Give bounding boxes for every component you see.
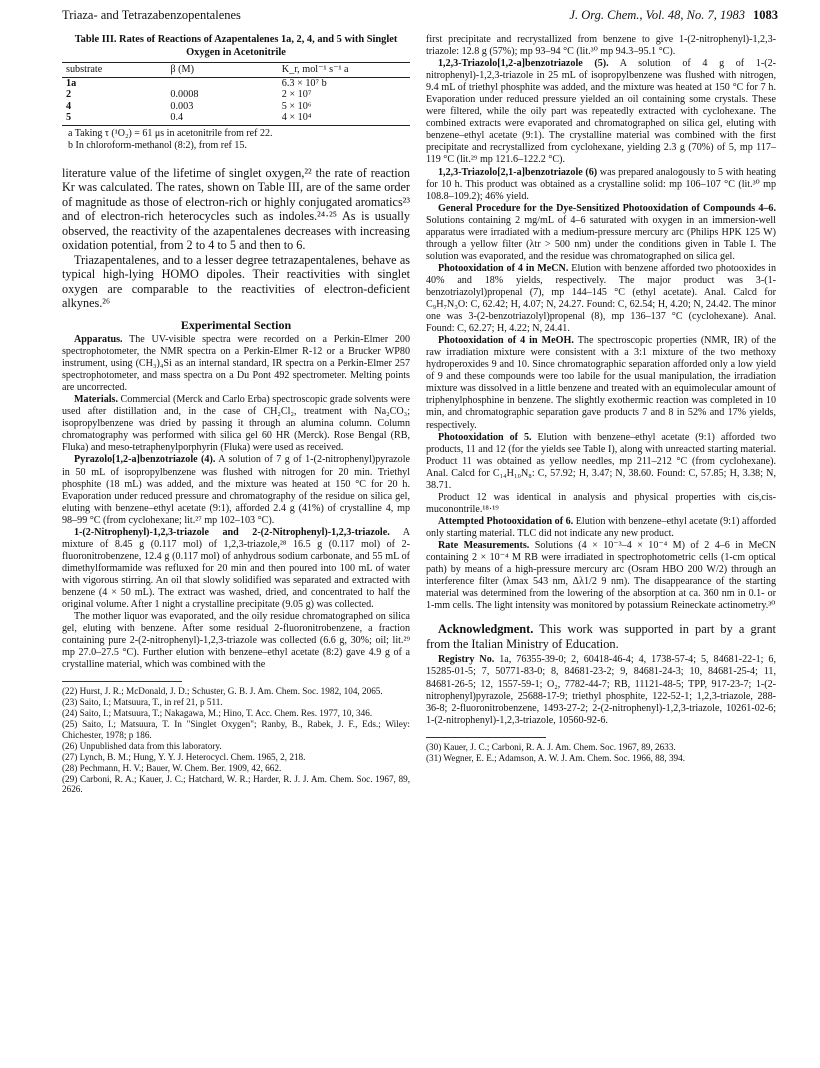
footnote: (27) Lynch, B. M.; Hung, Y. Y. J. Heterocycl. Chem. 1965, 2, 218.	[62, 751, 306, 762]
paragraph-heading: Photooxidation of 4 in MeOH.	[438, 335, 574, 347]
paragraph-heading: Attempted Photooxidation of 6.	[438, 515, 574, 527]
paragraph-heading: 1-(2-Nitrophenyl)-1,2,3-triazole and 2-(2-Nitrophenyl)-1,2,3-triazole.	[74, 526, 390, 538]
paragraph-text: Elution with benzene–ethyl acetate (9:1) afforded two products, 11 and 12 (for the yields see Table I), along with unreacted starting material. Product 11 was obtained as yellow needles, mp 211–212 °C (from cyclohexane). Anal. Calcd for C₁₄H₁₀N₈: C, 57.92; H, 3.47; N, 38.60. Found: C, 57.85; H, 3.38; N, 38.71.	[426, 431, 776, 491]
registry-heading: Registry No.	[438, 654, 495, 666]
running-header	[62, 8, 778, 26]
footnote: (31) Wegner, E. E.; Adamson, A. W. J. Am. Chem. Soc. 1966, 88, 394.	[426, 752, 686, 763]
body-paragraph: The mother liquor was evaporated, and the oily residue chromatographed on silica gel, eluting with benzene. After some residual 2-fluoronitrobenzene, a fraction containing pure 2-(2-nitrophenyl)-1,2,3-triazole was collected (6.6 g, 30%; oil; lit.²⁹ mp 27.0–27.5 °C). Further elution with benzene–ethyl acetate (8:2) gave 4.9 g of a crystalline material, which was combined with the	[62, 611, 410, 671]
paragraph-heading: Photooxidation of 4 in MeCN.	[438, 262, 569, 274]
body-paragraph	[62, 334, 410, 394]
table-cell: 6.3 × 10⁷ b	[281, 77, 327, 89]
table-row	[62, 101, 410, 113]
footnote: (28) Pechmann, H. V.; Bauer, W. Chem. Ber. 1909, 42, 662.	[62, 762, 282, 773]
body-paragraph	[426, 203, 776, 263]
table-caption: Table III. Rates of Reactions of Azapentalenes 1a, 2, 4, and 5 with Singlet Oxygen in Acetonitrile	[74, 34, 398, 58]
footnote: (22) Hurst, J. R.; McDonald, J. D.; Schuster, G. B. J. Am. Chem. Soc. 1982, 104, 2065.	[62, 686, 383, 697]
footnote: (30) Kauer, J. C.; Carboni, R. A. J. Am. Chem. Soc. 1967, 89, 2633.	[426, 741, 676, 752]
paragraph-text: Commercial (Merck and Carlo Erba) spectroscopic grade solvents were used after distillation and, in the case of CH₂Cl₂, treatment with Na₂CO₃; isopropylbenzene was dried by passing it through an alumina column. Column chromatography was performed with silica gel 60 HR (Merck). Rose Bengal (RB, Fluka) and meso-tetraphenylporphyrin (Fluka) were used as received.	[62, 394, 410, 454]
paragraph-text: A mixture of 8.45 g (0.117 mol) of 1,2,3-triazole,²⁸ 16.5 g (0.117 mol) of 2-fluoronitrobenzene, 12.4 g (0.117 mol) of anhydrous sodium carbonate, and 55 mL of dimethylformamide was refluxed for 20 min and then poured into 100 mL of water with vigorous stirring. An oil that slowly solidified was separated and extracted with benzene (4 × 50 mL). The extract was washed, dried, and concentrated to half the original volume. After 1 night a crystalline precipitate (9.05 g) was collected.	[62, 526, 410, 611]
body-paragraph	[426, 540, 776, 612]
page-number: 1083	[753, 8, 778, 22]
body-paragraph	[426, 432, 776, 492]
table-cell: 2 × 10⁷	[281, 89, 312, 101]
body-paragraph: Triazapentalenes, and to a lesser degree tetrazapentalenes, behave as typical high-lying HOMO dipoles. Their reactivities with singlet oxygen are comparable to the reactivities of electron-deficient alkynes.²⁶	[62, 252, 410, 311]
footnote-divider	[62, 681, 182, 682]
footnote: (29) Carboni, R. A.; Kauer, J. C.; Hatchard, W. R.; Harder, R. J. J. Am. Chem. Soc. 1967, 89, 2626.	[62, 773, 410, 795]
table-cell: 4 × 10⁴	[278, 112, 410, 125]
table-cell: 2	[66, 89, 72, 101]
paragraph-heading: 1,2,3-Triazolo[1,2-a]benzotriazole (5).	[438, 58, 609, 70]
table-header-row	[62, 63, 410, 78]
registry-text: 1a, 76355-39-0; 2, 60418-46-4; 4, 1738-57-4; 5, 84681-22-1; 6, 15285-01-5; 7, 50771-83-0; 8, 84681-23-2; 9, 84681-24-3; 10, 84681-25-4; 11, 84681-26-5; 12, 1557-59-1; O₂, 7782-44-7; RB, 11121-48-5; TPP, 917-23-7; 1-(2-nitrophenyl)pyrazole, 25688-17-9; triethyl phosphite, 122-52-1; 1,2,3-triazole, 288-36-8; 2-fluoronitrobenzene, 1493-27-2; 2-(2-nitrophenyl)-1,2,3-triazole, 10261-02-6; 1-(2-nitrophenyl)-1,2,3-triazole, 10560-92-6.	[426, 654, 776, 726]
body-paragraph	[426, 516, 776, 540]
body-paragraph: Product 12 was identical in analysis and physical properties with cis,cis-muconontrile.¹⁸·¹⁹	[426, 491, 776, 515]
body-paragraph: literature value of the lifetime of singlet oxygen,²² the rate of reaction Kr was calculated. The rates, shown on Table III, are of the same order of magnitude as those of electron-rich or highly conjugated aromatics²³ and of electron-rich heterocycles such as indoles.²⁴·²⁵ As is usually observed, the reactivity of the azapentalenes decreases with increasing oxidation potential, from 2 to 4 to 5 and then to 6.	[62, 165, 410, 253]
body-paragraph: first precipitate and recrystallized from benzene to give 1-(2-nitrophenyl)-1,2,3-triazole: 12.8 g (57%); mp 93–94 °C (lit.³⁰ mp 94.3–95.1 °C).	[426, 34, 776, 58]
header-journal	[569, 8, 778, 23]
table-row	[62, 89, 410, 101]
header-journal-name: J. Org. Chem., Vol. 48, No. 7, 1983	[569, 8, 745, 22]
table-cell: 0.0008	[170, 89, 199, 101]
paragraph-text: A solution of 4 g of 1-(2-nitrophenyl)-1,2,3-triazole in 25 mL of isopropylbenzene was flushed with nitrogen, 9.4 mL of triethyl phosphite was added, and the mixture was heated at 150 °C for 7 h. Evaporation under reduced pressure yielded an oil containing some crystals. These were filtered, while the oily part was repeatedly extracted with cyclohexane. The combined extracts were evaporated and chromatographed on silica gel, eluting with benzene–ethyl acetate (9:1). The crystalline material was combined with the first precipitate and recrystallized from cyclohexane, yielding 2.3 g (70%) of 5, mp 117–119 °C (lit.²⁹ mp 121.6–122.2 °C).	[426, 58, 776, 166]
paragraph-heading: General Procedure for the Dye-Sensitized Photooxidation of Compounds 4–6.	[438, 202, 776, 214]
table-row	[62, 112, 410, 125]
left-column	[62, 34, 410, 795]
right-column	[426, 34, 776, 764]
acknowledgment	[426, 622, 776, 651]
paragraph-text: A solution of 7 g of 1-(2-nitrophenyl)pyrazole in 50 mL of isopropylbenzene was flushed with nitrogen for 20 min. Triethyl phosphite (18 mL) was added, and the mixture was heated at 150 °C for 20 h. Evaporation under reduced pressure and chromatography of the residue on silica gel, eluting with benzene–ethyl acetate (9:1), afforded 2.4 g (41%) of crystalline 4, mp 98–99 °C (from cyclohexane; lit.²⁷ mp 102–103 °C).	[62, 454, 410, 526]
body-paragraph	[62, 527, 410, 611]
paragraph-heading: Pyrazolo[1,2-a]benzotriazole (4).	[74, 454, 216, 466]
table-cell: 5 × 10⁶	[281, 100, 312, 112]
paragraph-text: was prepared analogously to 5 with heating for 10 h. This product was obtained as a crystalline solid: mp 106–107 °C (lit.³⁰ mp 108.8–109.2); 46% yield.	[426, 166, 776, 202]
table-note: a Taking τ (¹O₂) = 61 μs in acetonitrile from ref 22.	[68, 127, 273, 139]
table-row	[62, 77, 410, 89]
paragraph-heading: Photooxidation of 5.	[438, 431, 532, 443]
table-cell	[166, 77, 277, 89]
table-cell: 5	[62, 112, 166, 125]
paragraph-text: Elution with benzene afforded two photooxides in 40% and 18% yields, respectively. The major product was 3-(1-benzotriazolyl)propenal (7), mp 144–145 °C (ethyl acetate). Anal. Calcd for C₉H₇N₃O: C, 62.42; H, 4.07; N, 24.27. Found: C, 62.54; H, 4.20; N, 24.42. The minor one was 3-(2-benzotriazolyl)propenal (8), mp 136–137 °C (cyclohexane). Anal. Found: C, 62.27; H, 4.22; N, 24.41.	[426, 262, 776, 335]
body-paragraph	[426, 58, 776, 166]
footnote: (24) Saito, I.; Matsuura, T.; Nakagawa, M.; Hino, T. Acc. Chem. Res. 1977, 10, 346.	[62, 708, 373, 719]
table-note: b In chloroform-methanol (8:2), from ref 15.	[68, 139, 247, 151]
body-paragraph	[426, 167, 776, 203]
paragraph-heading: 1,2,3-Triazolo[2,1-a]benzotriazole (6)	[438, 166, 598, 178]
table-cell: 0.003	[170, 100, 194, 112]
table-cell: 4	[66, 100, 72, 112]
header-title: Triaza- and Tetrazabenzopentalenes	[62, 8, 241, 22]
table-header-cell: K_r, mol⁻¹ s⁻¹ a	[278, 63, 410, 78]
paragraph-text: Elution with benzene–ethyl acetate (9:1) afforded only starting material. TLC did not indicate any new product.	[426, 515, 776, 539]
footnote: (25) Saito, I.; Matsuura, T. In "Singlet Oxygen"; Ranby, B., Rabek, J. F., Eds.; Wiley: Chichester, 1978; p 186.	[62, 719, 410, 740]
table-cell: 0.4	[166, 112, 277, 125]
body-paragraph	[426, 263, 776, 335]
paragraph-text: Solutions (4 × 10⁻³–4 × 10⁻⁴ M) of 2 4–6 in MeCN containing 2 × 10⁻⁴ M RB were irradiated in spectrophotometric cells (1-cm optical path) by means of a high-pressure mercury arc (Osram HBO 200 W/2) through an interference filter (λmax 543 nm, Δλ1/2 9 nm). The disappearance of the starting material was determined from the lowering of the absorption at ca. 360 nm in 0.1- or 1-mm cells. The light intensity was monitored by potassium Reineckate actinometry.³⁰	[426, 539, 777, 612]
footnote-divider	[426, 737, 546, 738]
paragraph-text: Solutions containing 2 mg/mL of 4–6 saturated with oxygen in an immersion-well apparatus were irradiated with a medium-pressure mercury arc (Philips HPK 125 W) through a yellow filter (λtr > 500 nm) under the conditions given in Table I. The solution was evaporated, and the residue was chromatographed on silica gel.	[426, 214, 776, 262]
body-paragraph	[62, 394, 410, 454]
registry-numbers	[426, 654, 776, 726]
acknowledgment-heading: Acknowledgment.	[438, 622, 534, 637]
footnote: (26) Unpublished data from this laboratory.	[62, 740, 222, 751]
paragraph-text: The UV-visible spectra were recorded on a Perkin-Elmer 200 spectrophotometer, the NMR spectra on a Perkin-Elmer R-12 or a Brucker WP80 instrument, using (CH₃)₄Si as an internal standard, IR spectra on a Perkin-Elmer 257 spectrophotometer, and mass spectra on a Du Pont 492 spectrometer. Melting points are uncorrected.	[62, 334, 410, 394]
rates-table	[62, 62, 410, 126]
paragraph-heading: Apparatus.	[74, 334, 123, 346]
table-header-cell: substrate	[62, 63, 166, 78]
paragraph-text: The spectroscopic properties (NMR, IR) of the raw irradiation mixture were consistent with a 3:1 mixture of the two methoxy hydroperoxides 9 and 10. Since chromatographic separation afforded only a low yield of 9 and these compounds were too labile for the usual manipulation, the irradiation mixture was dissolved in a little benzene and treated with an equimolecular amount of triphenylphosphine in benzene. The slightly exothermic reaction was completed in 10 min, and chromatographic separation gave products 7 and 8 in 52% and 17% yields, respectively.	[426, 335, 776, 431]
footnote: (23) Saito, I.; Matsuura, T., in ref 21, p 511.	[62, 697, 223, 708]
table-cell: 1a	[66, 77, 77, 89]
acknowledgment-text: This work was supported in part by a grant from the Italian Ministry of Education.	[426, 622, 776, 651]
paragraph-heading: Materials.	[74, 394, 119, 406]
body-paragraph	[62, 454, 410, 526]
section-heading: Experimental Section	[180, 317, 292, 332]
table-header-cell: β (M)	[166, 63, 277, 78]
body-paragraph	[426, 335, 776, 431]
paragraph-heading: Rate Measurements.	[438, 539, 530, 551]
